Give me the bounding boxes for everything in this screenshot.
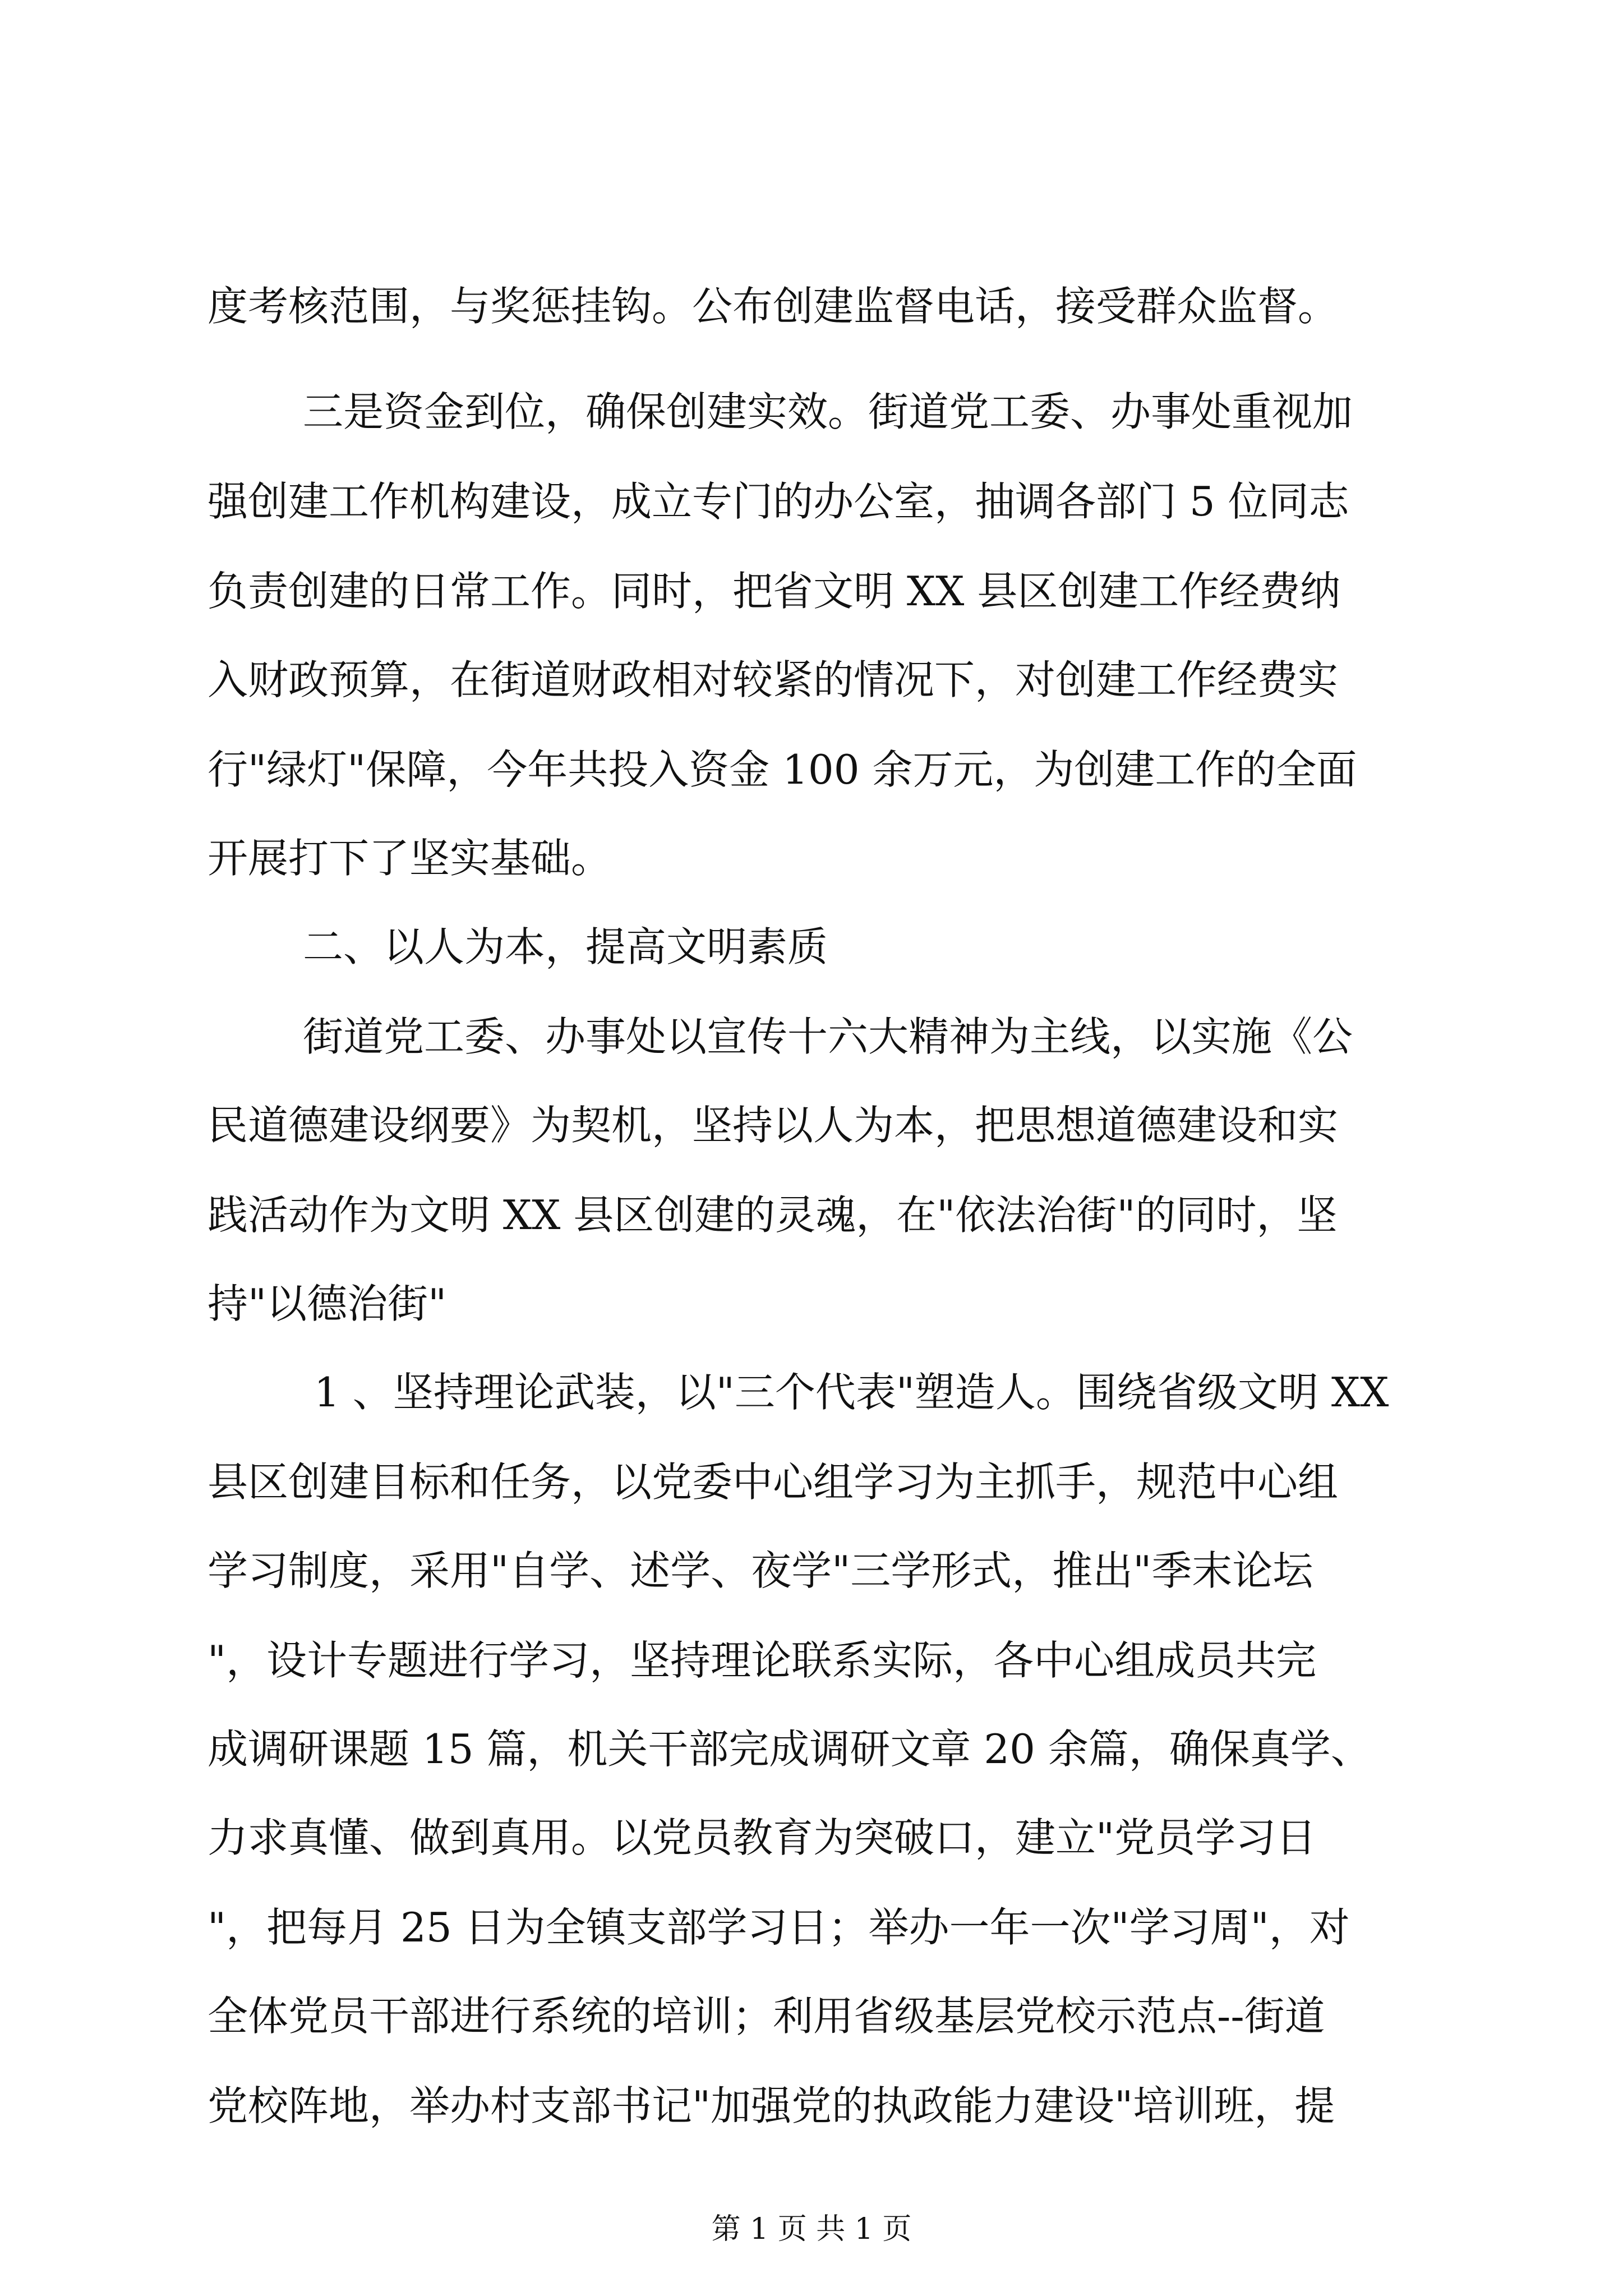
text-line-19: "，把每月 25 日为全镇支部学习日；举办一年一次"学习周"，对 [208,1904,1350,1951]
text-line-15: 学习制度，采用"自学、述学、夜学"三学形式，推出"季末论坛 [208,1547,1313,1594]
text-line-2: 三是资金到位，确保创建实效。街道党工委、办事处重视加 [303,388,1353,435]
text-line-9: 街道党工委、办事处以宣传十六大精神为主线，以实施《公 [303,1013,1353,1060]
text-line-6: 行"绿灯"保障，今年共投入资金 100 余万元，为创建工作的全面 [208,746,1357,793]
text-line-14: 县区创建目标和任务，以党委中心组学习为主抓手，规范中心组 [208,1458,1339,1506]
text-line-7: 开展打下了坚实基础。 [208,835,612,882]
text-line-10: 民道德建设纲要》为契机，坚持以人为本，把思想道德建设和实 [208,1102,1339,1149]
text-line-21: 党校阵地，举办村支部书记"加强党的执政能力建设"培训班，提 [208,2082,1335,2129]
text-line-12: 持"以德治街" [208,1280,447,1327]
text-line-17: 成调研课题 15 篇，机关干部完成调研文章 20 余篇，确保真学、 [208,1726,1371,1773]
page-number-footer: 第 1 页 共 1 页 [711,2212,912,2246]
text-line-3: 强创建工作机构建设，成立专门的办公室，抽调各部门 5 位同志 [208,478,1349,525]
text-line-18: 力求真懂、做到真用。以党员教育为突破口，建立"党员学习日 [208,1814,1317,1861]
text-line-16: "，设计专题进行学习，坚持理论联系实际，各中心组成员共完 [208,1637,1317,1684]
section-heading: 二、以人为本，提高文明素质 [303,923,828,970]
text-line-20: 全体党员干部进行系统的培训；利用省级基层党校示范点--街道 [208,1993,1325,2040]
text-line-1: 度考核范围，与奖惩挂钩。公布创建监督电话，接受群众监督。 [208,283,1339,330]
text-line-11: 践活动作为文明 XX 县区创建的灵魂，在"依法治街"的同时，坚 [208,1191,1338,1239]
text-line-13: 1 、坚持理论武装，以"三个代表"塑造人。围绕省级文明 XX [314,1369,1389,1416]
text-line-4: 负责创建的日常工作。同时，把省文明 XX 县区创建工作经费纳 [208,568,1341,615]
text-line-5: 入财政预算，在街道财政相对较紧的情况下，对创建工作经费实 [208,656,1339,703]
